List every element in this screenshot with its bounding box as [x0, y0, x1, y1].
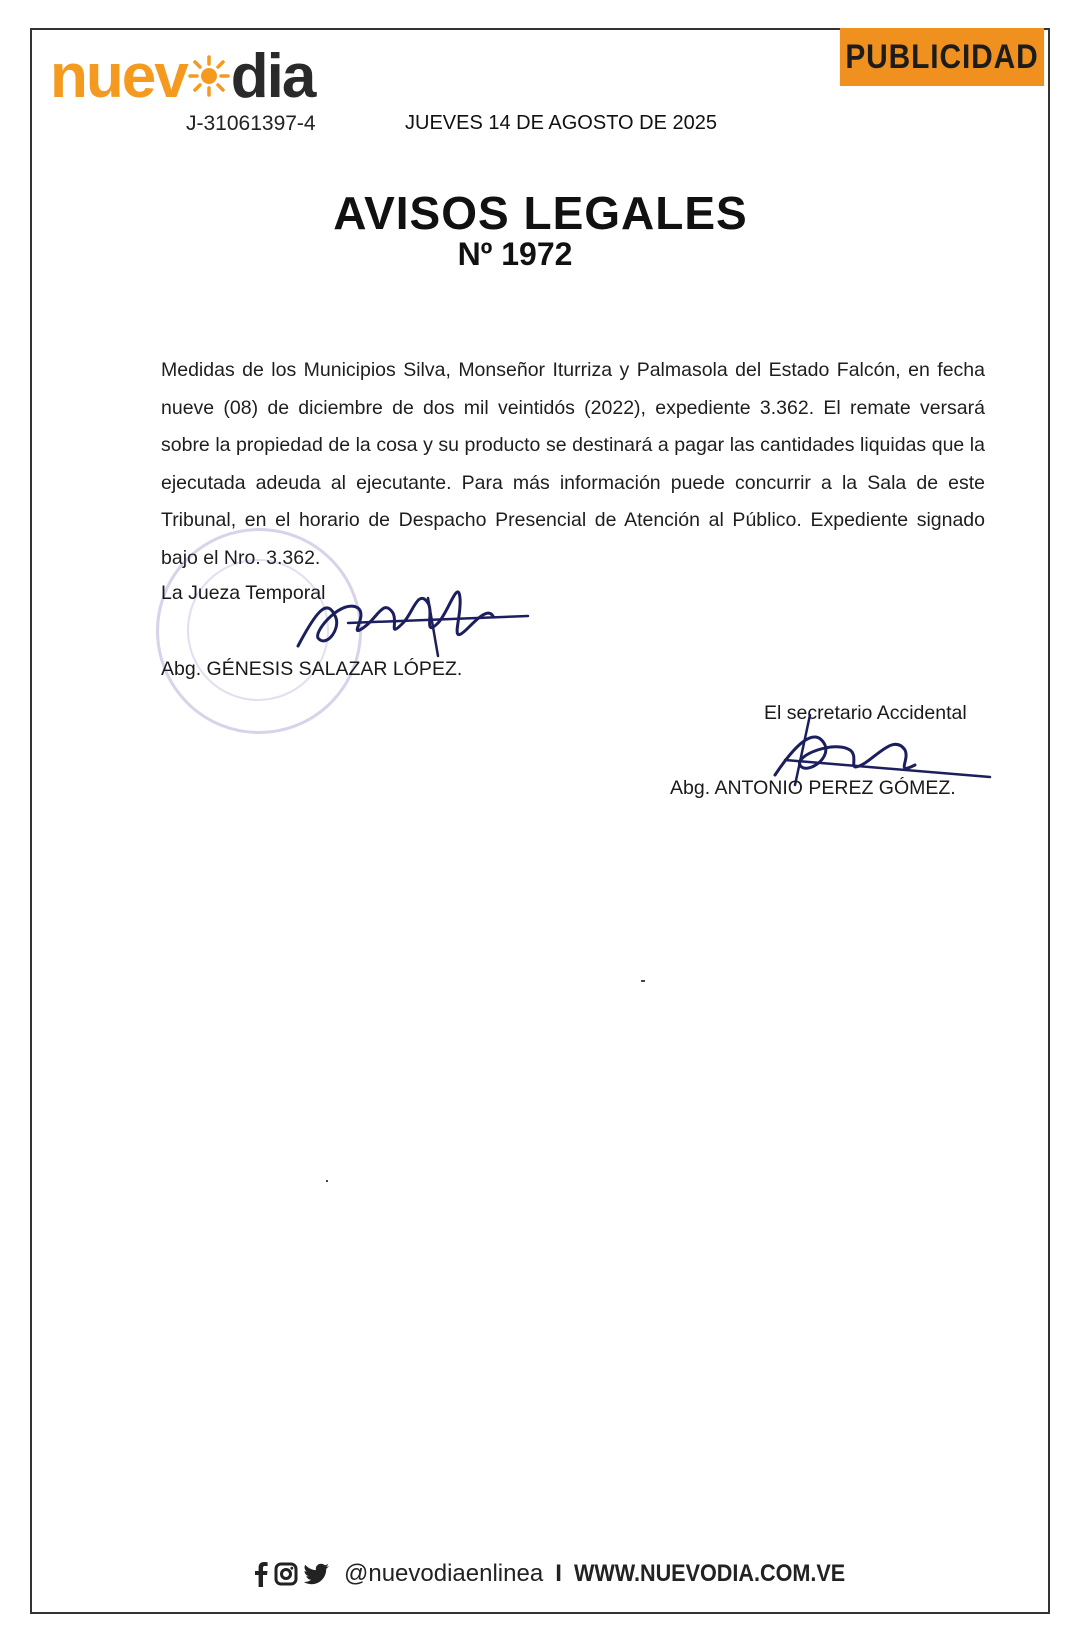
- notice-body: Medidas de los Municipios Silva, Monseñor Iturriza y Palmasola del Estado Falcón, en fecha nueve (08) de diciembre de dos mil veintidós (2022), expediente 3.362. El remate versará sobre la propiedad de la cosa y su producto se destinará a pagar las cantidades liquidas que la ejecutada adeuda al ejecutante. Para más información puede concurrir a la Sala de este Tribunal, en el horario de Despacho Presencial de Atención al Público. Expediente signado bajo el Nro. 3.362.: [161, 359, 985, 569]
- judge-name: Abg. GÉNESIS SALAZAR LÓPEZ.: [161, 658, 463, 680]
- judge-role: La Jueza Temporal: [161, 582, 326, 604]
- judge-signature: [288, 568, 538, 668]
- speck: [326, 1180, 328, 1182]
- instagram-icon[interactable]: [274, 1562, 298, 1586]
- logo-text-part2: dia: [230, 41, 315, 111]
- social-handle[interactable]: @nuevodiaenlinea: [344, 1560, 544, 1587]
- publication-date: JUEVES 14 DE AGOSTO DE 2025: [405, 112, 717, 134]
- twitter-icon[interactable]: [304, 1563, 330, 1585]
- facebook-icon[interactable]: [254, 1561, 268, 1587]
- website-link[interactable]: WWW.NUEVODIA.COM.VE: [573, 1560, 846, 1587]
- sun-icon: [188, 55, 230, 97]
- page-title: AVISOS LEGALES: [333, 187, 748, 239]
- newspaper-logo: [50, 41, 315, 111]
- logo-text-part1: nuev: [50, 41, 187, 111]
- secretary-role: El secretario Accidental: [764, 702, 967, 724]
- footer-bar: [254, 1560, 875, 1588]
- footer-separator: I: [555, 1560, 562, 1587]
- promo-banner: PUBLICIDAD: [840, 28, 1044, 86]
- tax-id: J-31061397-4: [186, 112, 316, 135]
- secretary-name: Abg. ANTONIO PEREZ GÓMEZ.: [670, 777, 956, 799]
- speck: [641, 980, 645, 982]
- notice-number: Nº 1972: [457, 236, 573, 272]
